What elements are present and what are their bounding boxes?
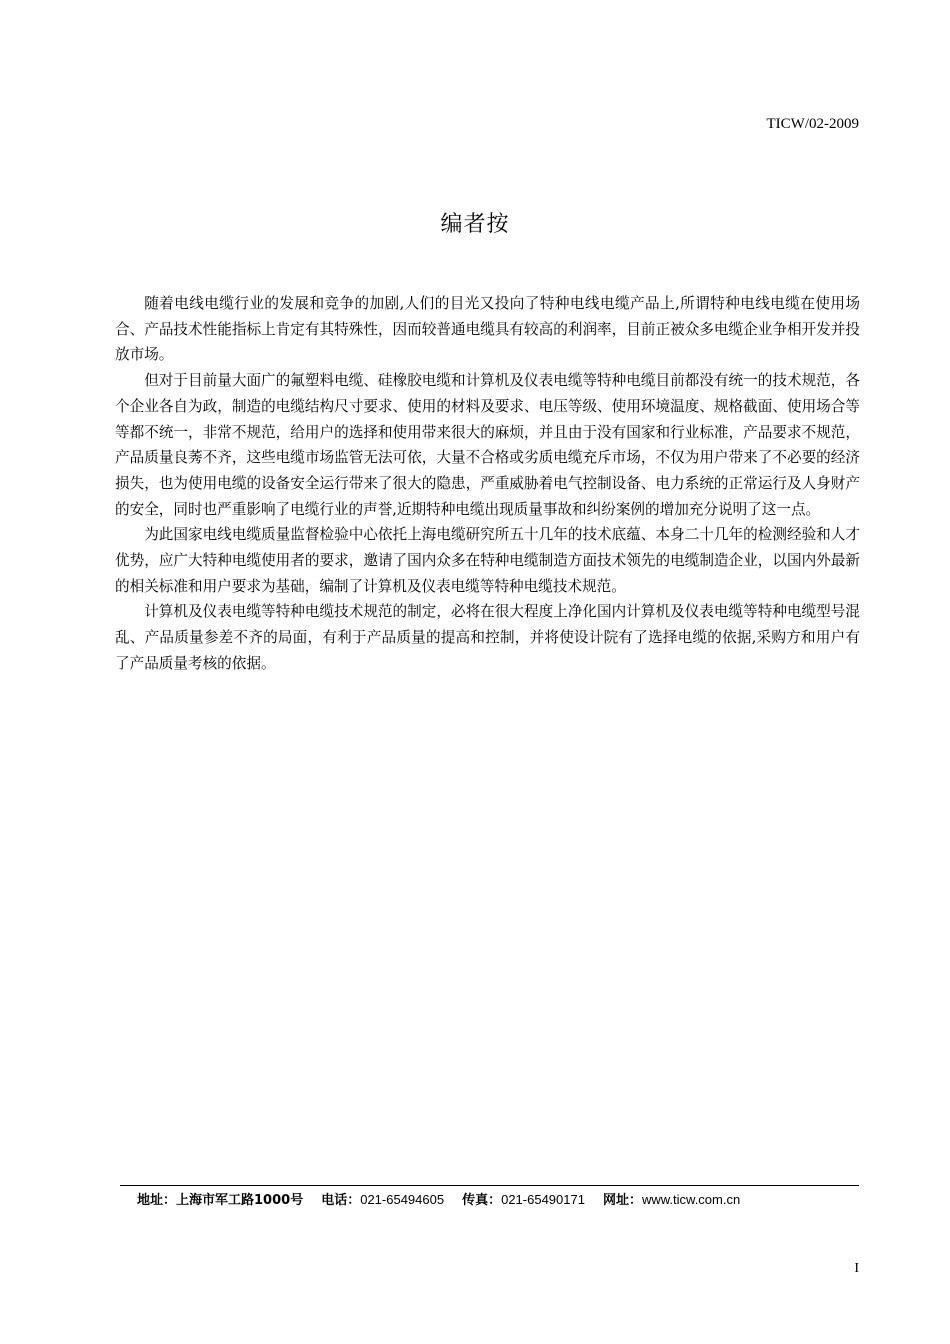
fax-value: 021-65490171 xyxy=(501,1192,585,1207)
editor-note-body xyxy=(115,291,860,677)
footer-divider xyxy=(120,1185,859,1186)
phone-value: 021-65494605 xyxy=(360,1192,445,1207)
page-title: 编者按 xyxy=(440,212,510,237)
phone-label: 电话： xyxy=(321,1193,361,1208)
footer-contact xyxy=(137,1191,740,1210)
website-label: 网址： xyxy=(602,1193,642,1208)
paragraph-2: 但对于目前量大面广的氟塑料电缆、硅橡胶电缆和计算机及仪表电缆等特种电缆目前都没有统一的技术规范，各个企业各自为政，制造的电缆结构尺寸要求、使用的材料及要求、电压等级、使用环境温度、规格截面、使用场合等等都不统一，非常不规范，给用户的选择和使用带来很大的麻烦，并且由于没有国家和行业标准，产品要求不规范，产品质量良莠不齐，这些电缆市场监管无法可依，大量不合格或劣质电缆充斥市场，不仅为用户带来了不必要的经济损失，也为使用电缆的设备安全运行带来了很大的隐患，严重威胁着电气控制设备、电力系统的正常运行及人身财产的安全，同时也严重影响了电缆行业的声誉,近期特种电缆出现质量事故和纠纷案例的增加充分说明了这一点。 xyxy=(115,372,860,518)
fax-label: 传真： xyxy=(462,1193,502,1208)
paragraph-1: 随着电线电缆行业的发展和竞争的加剧,人们的目光又投向了特种电线电缆产品上,所谓特种电线电缆在使用场合、产品技术性能指标上肯定有其特殊性，因而较普通电缆具有较高的利润率，目前正被众多电缆企业争相开发并投放市场。 xyxy=(115,295,860,364)
address-value: 上海市军工路1000号 xyxy=(176,1193,304,1208)
paragraph-3: 为此国家电线电缆质量监督检验中心依托上海电缆研究所五十几年的技术底蕴、本身二十几年的检测经验和人才优势，应广大特种电缆使用者的要求，邀请了国内众多在特种电缆制造方面技术领先的电缆制造企业，以国内外最新的相关标准和用户要求为基础，编制了计算机及仪表电缆等特种电缆技术规范。 xyxy=(115,526,860,595)
page-number: I xyxy=(854,1261,859,1276)
address-label: 地址： xyxy=(137,1193,177,1208)
paragraph-4: 计算机及仪表电缆等特种电缆技术规范的制定，必将在很大程度上净化国内计算机及仪表电缆等特种电缆型号混乱、产品质量参差不齐的局面，有利于产品质量的提高和控制，并将使设计院有了选择电缆的依据,采购方和用户有了产品质量考核的依据。 xyxy=(115,603,860,672)
website-link[interactable]: www.ticw.com.cn xyxy=(641,1192,741,1207)
document-code: TICW/02-2009 xyxy=(766,116,859,132)
